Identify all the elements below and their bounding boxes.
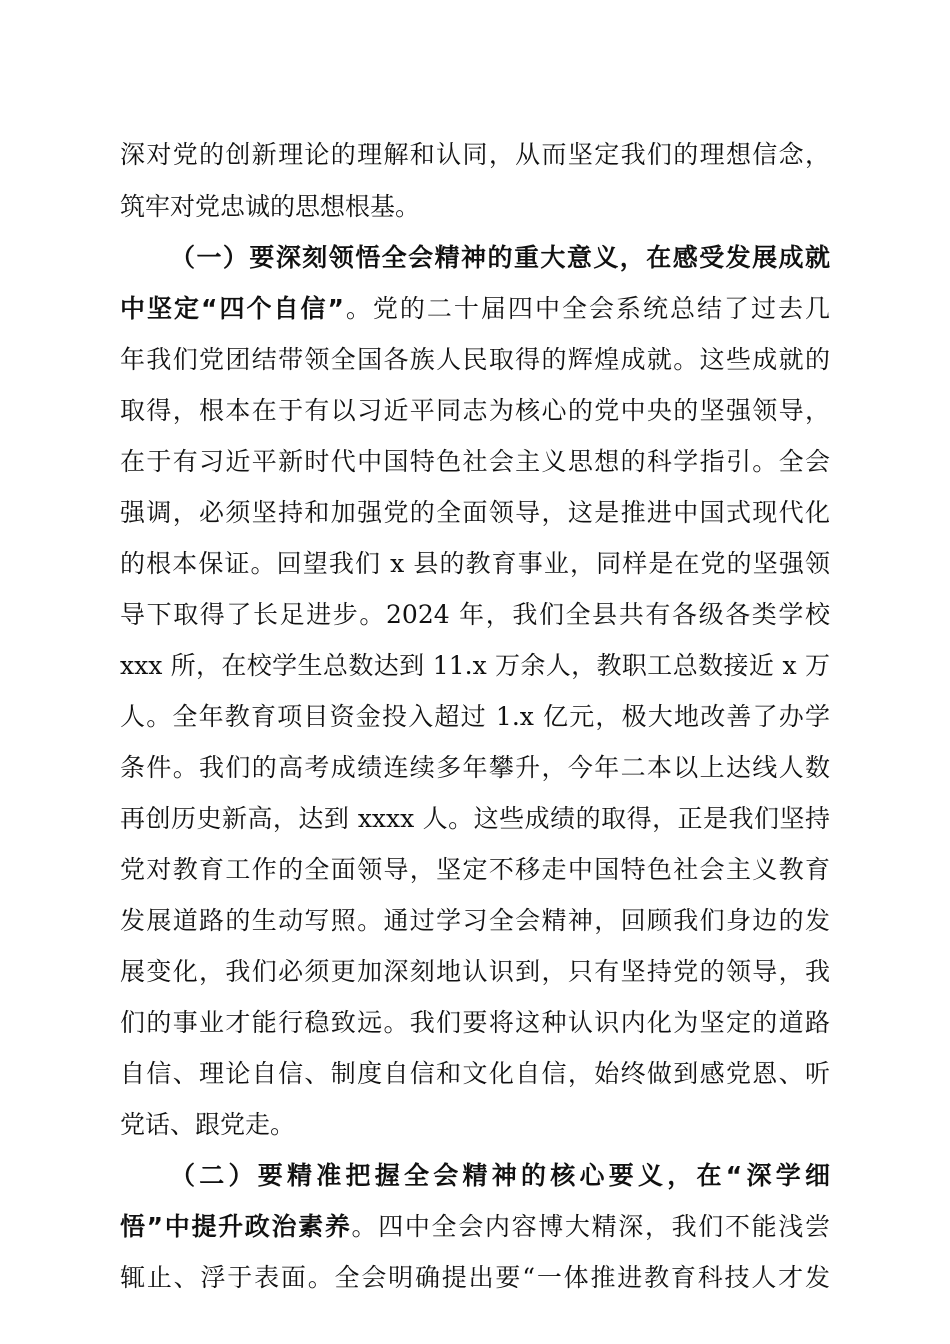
section-heading-2: （二）要精准把握全会精神的核心要义，在“深学细 <box>170 1161 830 1190</box>
text-line: xxx 所，在校学生总数达到 11.x 万余人，教职工总数接近 x 万 <box>120 651 830 680</box>
text-line: 自信、理论自信、制度自信和文化自信，始终做到感党恩、听 <box>120 1059 830 1088</box>
paragraph-text: 。党的二十届四中全会系统总结了过去几 <box>343 294 830 323</box>
section-heading-2-end: 悟”中提升政治素养 <box>120 1212 352 1241</box>
text-line: 们的事业才能行稳致远。我们要将这种认识内化为坚定的道路 <box>120 1008 830 1037</box>
text-line: 发展道路的生动写照。通过学习全会精神，回顾我们身边的发 <box>120 906 830 935</box>
text-line: 人。全年教育项目资金投入超过 1.x 亿元，极大地改善了办学 <box>120 702 830 731</box>
text-line: 取得，根本在于有以习近平同志为核心的党中央的坚强领导， <box>120 396 830 425</box>
text-line: 的根本保证。回望我们 x 县的教育事业，同样是在党的坚强领 <box>120 549 830 578</box>
paragraph-text: 。四中全会内容博大精深，我们不能浅尝 <box>351 1212 830 1241</box>
text-line: 在于有习近平新时代中国特色社会主义思想的科学指引。全会 <box>120 447 830 476</box>
text-line: 导下取得了长足进步。2024 年，我们全县共有各级各类学校 <box>120 600 830 629</box>
text-line: 党对教育工作的全面领导，坚定不移走中国特色社会主义教育 <box>120 855 830 884</box>
text-line: 辄止、浮于表面。全会明确提出要“一体推进教育科技人才发 <box>120 1263 830 1292</box>
text-line <box>120 289 830 329</box>
text-line: 深对党的创新理论的理解和认同，从而坚定我们的理想信念， <box>120 140 830 169</box>
text-line: 党话、跟党走。 <box>120 1110 296 1139</box>
text-line: 年我们党团结带领全国各族人民取得的辉煌成就。这些成就的 <box>120 345 830 374</box>
text-line <box>120 1207 830 1247</box>
section-heading-1-end: 中坚定“四个自信” <box>120 294 344 323</box>
text-line: 强调，必须坚持和加强党的全面领导，这是推进中国式现代化 <box>120 498 830 527</box>
text-line: 再创历史新高，达到 xxxx 人。这些成绩的取得，正是我们坚持 <box>120 804 830 833</box>
text-line: 条件。我们的高考成绩连续多年攀升，今年二本以上达线人数 <box>120 753 830 782</box>
text-line: 展变化，我们必须更加深刻地认识到，只有坚持党的领导，我 <box>120 957 830 986</box>
section-heading-1: （一）要深刻领悟全会精神的重大意义，在感受发展成就 <box>170 243 830 272</box>
text-line: 筑牢对党忠诚的思想根基。 <box>120 192 421 221</box>
